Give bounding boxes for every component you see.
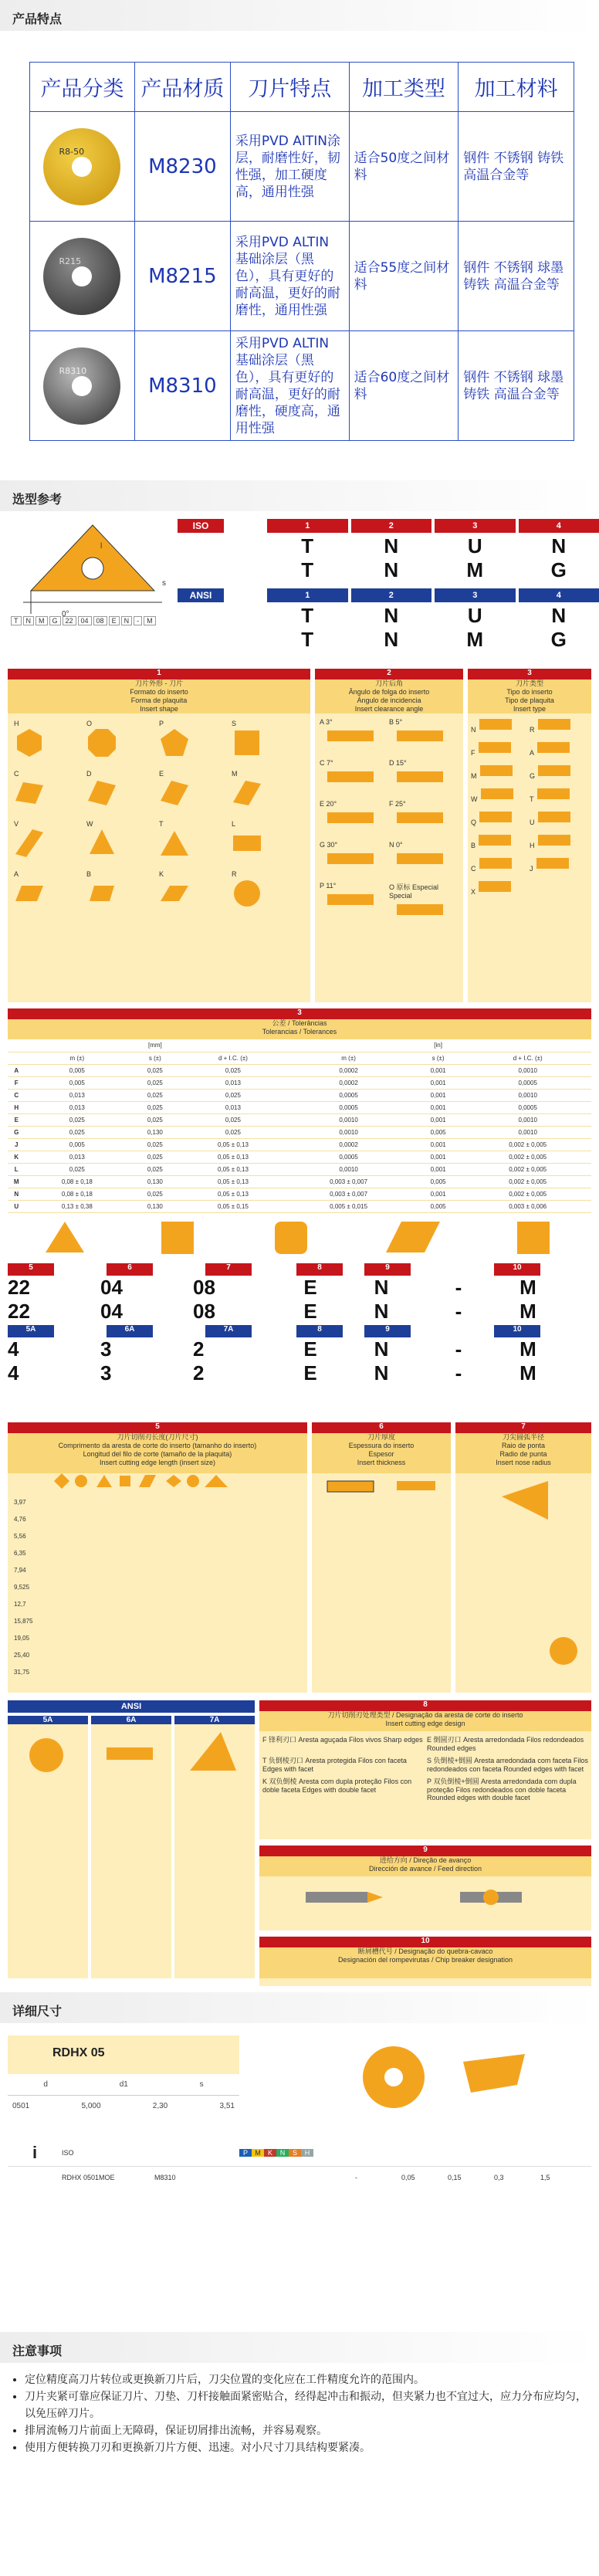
section-title-detail: 详细尺寸 — [12, 2005, 63, 2018]
edge-length-panel: 5 刀片切削刃长度(刀片尺寸) Comprimento da aresta de corte do inserto (tamanho do inserto) Longitud del filo de corte (tamaño de la plaquita) Insert cutting edge length (insert size) 3,97 4,76 5,56 6,35 7,94 9,525 12,7 15,875 19,05 25,40 31,75 — [8, 1422, 307, 1693]
table-row: F 0,005 0,025 0,013 0,0002 0,001 0,0005 — [8, 1076, 591, 1089]
thickness-icon — [91, 1724, 168, 1786]
angle-item: A 3° — [320, 718, 389, 753]
edge-prep-item: K 双负倒棱 Aresta com dupla proteção Filos con doble faceta Edges with double facet — [262, 1778, 412, 1794]
chip-breaker-panel: 10 断屑槽代号 / Designação do quebra-cavaco Designación del rompevirutas / Chip breaker designation — [259, 1937, 591, 1986]
type-item: H — [530, 832, 588, 852]
insert-type-icon — [533, 856, 572, 871]
insert-type-icon — [475, 879, 514, 894]
clearance-angle-icon — [389, 726, 451, 749]
insert-type-icon — [476, 717, 515, 732]
round-insert-drawing — [324, 2039, 587, 2131]
square-icon — [511, 1218, 557, 1256]
shape-item: V — [14, 820, 86, 863]
table-row: M 0,08 ± 0,18 0,130 0,05 ± 0,13 0,003 ± 0,007 0,005 0,002 ± 0,005 — [8, 1175, 591, 1188]
clearance-angle-icon — [389, 767, 451, 790]
ansi-6a: 6A — [91, 1716, 171, 1978]
insert-image-dark: R215 — [43, 238, 120, 315]
type-item: X — [471, 879, 530, 898]
tolerance-shapes — [8, 1218, 591, 1256]
insert-type-icon — [535, 809, 574, 825]
insert-type-icon — [478, 786, 516, 802]
col-num-row: 1 2 3 4 — [267, 519, 599, 533]
insert-type-icon — [476, 809, 515, 825]
insert-shape-icon — [232, 778, 262, 808]
tolerance-panel: 3 公差 / Tolerâncias Tolerancias / Tolerances [mm] [in] m (±) s (±) d + I.C. (±) m (±) s (±) d + I.C. (±) A 0,005 0,025 0,025 0,0002 0,001 0,0010 F 0,005 0,025 0,013 0,0002 0,001 0,0005 C 0,013 0,025 0,025 0,0005 0,001 0,0010 H 0,013 0,025 0,013 0,0005 0,001 0,0005 E 0,025 0,025 0,025 0,0010 0,001 0,0010 G 0,025 0,130 0,025 0,0010 0,005 0,0010 J 0,005 0,025 0,05 ± 0,13 0,0002 0,001 0,002 ± 0,005 K 0,013 0,025 0,05 ± 0,13 0,0005 0,001 0,002 ± 0,005 L 0,025 0,025 0,05 ± 0,13 0,0010 0,001 0,002 ± 0,005 M 0,08 ± 0,18 0,130 0,05 ± 0,13 0,003 ± 0,007 0,005 0,002 ± 0,005 N 0,08 ± 0,18 0,025 0,05 ± 0,13 0,003 ± 0,007 0,001 0,002 ± 0,005 U 0,13 ± 0,38 0,130 0,05 ± 0,15 0,005 ± 0,015 0,005 0,003 ± 0,006 — [8, 1008, 591, 1248]
notes-list — [9, 2371, 588, 2456]
iso-values: T T N N U M N G — [301, 534, 567, 581]
shape-panel: 1 刀片外形 - 刀片 Formato do inserto Forma de plaquita Insert shape H O P S C D E M V W T L A B K R — [8, 669, 310, 1002]
header-material: 产品材质 — [134, 63, 230, 112]
edge-prep-grid — [259, 1731, 591, 1805]
insert-diagram — [8, 517, 178, 633]
shape-grid — [8, 713, 310, 919]
insert-type-icon — [475, 740, 514, 755]
clearance-angle-icon — [320, 849, 381, 872]
insert-type-icon — [535, 717, 574, 732]
insert-type-icon — [534, 740, 573, 755]
header-work: 加工材料 — [459, 63, 574, 112]
product-image-cell — [30, 331, 135, 441]
octagon-icon — [269, 1218, 315, 1256]
shape-item: S — [232, 720, 304, 762]
insert-shape-icon — [232, 828, 262, 859]
clearance-angle-icon — [389, 849, 451, 872]
note-item: • 刀片夹紧可靠应保证刀片、刀垫、刀杆接触面紧密贴合，经得起冲击和振动，但夹紧力也不宜过大，应力分布应均匀，以免压碎刀片。 — [25, 2388, 588, 2422]
type-item: T — [530, 786, 588, 805]
shape-item: K — [159, 870, 232, 913]
table-row: N 0,08 ± 0,18 0,025 0,05 ± 0,13 0,003 ± 0,007 0,001 0,002 ± 0,005 — [8, 1188, 591, 1200]
product-type: 适合60度之间材料 — [349, 331, 459, 441]
angle-item: F 25° — [389, 800, 459, 835]
type-panel: 3 刀片类型 Tipo do inserto Tipo de plaquita Insert type N R F A M G W T Q U B H C J X — [468, 669, 591, 1002]
type-item: G — [530, 763, 588, 782]
insert-image-gold: R8-50 — [43, 128, 120, 205]
shape-item: E — [159, 770, 232, 812]
table-row: H 0,013 0,025 0,013 0,0005 0,001 0,0005 — [8, 1101, 591, 1113]
clearance-angle-icon — [320, 726, 381, 749]
tolerance-table: [mm] [in] m (±) s (±) d + I.C. (±) m (±) s (±) d + I.C. (±) A 0,005 0,025 0,025 0,0002 0,001 0,0010 F 0,005 0,025 0,013 0,0002 0,001 0,0005 C 0,013 0,025 0,025 0,0005 0,001 0,0010 H 0,013 0,025 0,013 0,0005 0,001 0,0005 E 0,025 0,025 0,025 0,0010 0,001 0,0010 G 0,025 0,130 0,025 0,0010 0,005 0,0010 J 0,005 0,025 0,05 ± 0,13 0,0002 0,001 0,002 ± 0,005 K 0,013 0,025 0,05 ± 0,13 0,0005 0,001 0,002 ± 0,005 L 0,025 0,025 0,05 ± 0,13 0,0010 0,001 0,002 ± 0,005 M 0,08 ± 0,18 0,130 0,05 ± 0,13 0,003 ± 0,007 0,005 0,002 ± 0,005 N 0,08 ± 0,18 0,025 0,05 ± 0,13 0,003 ± 0,007 0,001 0,002 ± 0,005 U 0,13 ± 0,38 0,130 0,05 ± 0,15 0,005 ± 0,015 0,005 0,003 ± 0,006 — [8, 1039, 591, 1213]
edge-prep-item: T 负倒棱刃口 Aresta protegida Filos con faceta Edges with facet — [262, 1757, 407, 1773]
clearance-angle-icon — [320, 808, 381, 831]
section-title-notes: 注意事项 — [12, 2345, 63, 2358]
feed-direction-panel: 9 进给方向 / Direção de avanço Dirección de avance / Feed direction — [259, 1846, 591, 1930]
selection-header-bar — [0, 480, 599, 511]
table-row: E 0,025 0,025 0,025 0,0010 0,001 0,0010 — [8, 1113, 591, 1126]
type-item: M — [471, 763, 530, 782]
table-row: C 0,013 0,025 0,025 0,0005 0,001 0,0010 — [8, 1089, 591, 1101]
angle-item: C 7° — [320, 759, 389, 794]
type-item: C — [471, 856, 530, 875]
ansi-col-row: 1 2 3 4 — [267, 588, 599, 602]
svg-text:s: s — [162, 579, 166, 588]
shape-item: A — [14, 870, 86, 913]
ansi-values: T T N N U M N G — [301, 604, 567, 651]
detail-table: RDHX 05 d d1 s 0501 5,000 2,30 3,51 — [8, 2035, 239, 2120]
section-title-features: 产品特点 — [12, 13, 63, 26]
insert-type-icon — [476, 856, 515, 871]
feed-direction-icon — [259, 1876, 591, 1927]
shape-item: P — [159, 720, 232, 762]
nose-radius-panel: 7 刀尖圆弧半径 Raio de ponta Radio de punta Insert nose radius — [455, 1422, 591, 1693]
product-material: M8215 — [134, 222, 230, 331]
features-header-bar — [0, 0, 599, 31]
clearance-angle-icon — [320, 767, 381, 790]
product-row — [30, 222, 574, 331]
insert-thickness-icon — [312, 1473, 451, 1682]
product-feature: 采用PVD AITIN涂层，耐磨性好，韧性强，加工硬度高，通用性强 — [230, 112, 349, 222]
svg-text:7,94: 7,94 — [14, 1567, 26, 1574]
ansi-label: ANSI — [178, 588, 224, 602]
product-type: 适合55度之间材料 — [349, 222, 459, 331]
type-grid — [468, 713, 591, 901]
product-feature: 采用PVD ALTIN 基础涂层（黑色），具有更好的耐高温，更好的耐磨性，硬度高，通用性强 — [230, 331, 349, 441]
product-work: 钢件 不锈钢 球墨铸铁 高温合金等 — [459, 331, 574, 441]
shape-item: M — [232, 770, 304, 812]
angle-item: B 5° — [389, 718, 459, 753]
clearance-angle-icon — [320, 890, 381, 913]
product-row — [30, 331, 574, 441]
insert-shape-icon — [159, 878, 190, 909]
svg-text:19,05: 19,05 — [14, 1635, 30, 1642]
edge-length-table-graphic — [8, 1473, 307, 1682]
edge-prep-item: P 双负倒棱+倒圆 Aresta arredondada com dupla proteção Filos redondeados con doble faceta Rounded edges with double facet — [427, 1778, 577, 1802]
type-item: Q — [471, 809, 530, 829]
ansi-5a: 5A — [8, 1716, 88, 1978]
insert-shape-icon — [14, 828, 45, 859]
insert-shape-icon — [14, 778, 45, 808]
product-row — [30, 112, 574, 222]
svg-text:3,97: 3,97 — [14, 1499, 26, 1506]
shape-item: W — [86, 820, 159, 863]
svg-text:0°: 0° — [62, 610, 69, 619]
square-icon — [155, 1218, 201, 1256]
svg-text:25,40: 25,40 — [14, 1652, 30, 1659]
type-item: N — [471, 717, 530, 736]
svg-text:5,56: 5,56 — [14, 1533, 26, 1540]
nose-radius-icon — [455, 1473, 591, 1682]
edge-prep-item: F 锋利刃口 Aresta aguçada Filos vivos Sharp edges — [262, 1736, 423, 1744]
svg-text:12,7: 12,7 — [14, 1601, 26, 1608]
notes-header-bar — [0, 2332, 599, 2363]
note-item: • 使用方便转换刀刃和更换新刀片方便、迅速。对小尺寸刀具结构要紧凑。 — [25, 2439, 588, 2456]
ansi-7a: 7A — [174, 1716, 255, 1978]
header-category: 产品分类 — [30, 63, 135, 112]
svg-text:31,75: 31,75 — [14, 1669, 30, 1676]
edge-prep-panel: 8 刀片切削刃处理类型 / Designação da aresta de corte do inserto Insert cutting edge design F 锋利刃口 Aresta aguçada Filos vivos Sharp edges E 倒圆刃口 Aresta arredondada Filos redondeados Rounded edges T 负倒棱刃口 Aresta protegida Filos con faceta Edges with facet S 负倒棱+倒圆 Aresta arredondada com faceta Filos redondeados con faceta Rounded edges with facet K 双负倒棱 Aresta com dupla proteção Filos con doble faceta Edges with double facet P 双负倒棱+倒圆 Aresta arredondada com dupla proteção Filos redondeados con doble faceta Rounded edges with double facet — [259, 1700, 591, 1839]
insert-shape-icon — [232, 878, 262, 909]
type-item: J — [530, 856, 588, 875]
section-title-selection: 选型参考 — [12, 493, 63, 507]
table-row: U 0,13 ± 0,38 0,130 0,05 ± 0,15 0,005 ± 0,015 0,005 0,003 ± 0,006 — [8, 1200, 591, 1212]
insert-shape-icon — [86, 727, 117, 758]
radius-icon — [174, 1724, 252, 1786]
table-row: K 0,013 0,025 0,05 ± 0,13 0,0005 0,001 0,002 ± 0,005 — [8, 1151, 591, 1163]
table-row: G 0,025 0,130 0,025 0,0010 0,005 0,0010 — [8, 1126, 591, 1138]
info-icon: i — [32, 2142, 38, 2162]
circle-insert-icon — [8, 1724, 85, 1786]
shape-item: H — [14, 720, 86, 762]
detail-model: RDHX 05 — [8, 2035, 239, 2074]
insert-type-icon — [475, 832, 514, 848]
note-item: • 排屑流畅刀片前面上无障碍，保证切屑排出流畅，并容易观察。 — [25, 2422, 588, 2439]
detail-header-bar — [0, 1992, 599, 2023]
angle-item: D 15° — [389, 759, 459, 794]
insert-shape-icon — [159, 778, 190, 808]
product-feature: 采用PVD ALTIN 基础涂层（黑色），具有更好的耐高温，更好的耐磨性，通用性强 — [230, 222, 349, 331]
product-material: M8230 — [134, 112, 230, 222]
rhombus-icon — [382, 1218, 444, 1256]
ansi-size-panel: ANSI 5A 6A 7A — [8, 1700, 255, 1986]
clearance-angle-icon — [389, 900, 451, 923]
shape-item: C — [14, 770, 86, 812]
table-row: L 0,025 0,025 0,05 ± 0,13 0,0010 0,001 0,002 ± 0,005 — [8, 1163, 591, 1175]
spec-row: i ISO P M K N S H RDHX 0501MOE M8310 - 0,05 0,15 0,3 1,5 — [8, 2139, 591, 2224]
note-item: • 定位精度高刀片转位或更换新刀片后，刀尖位置的变化应在工件精度允许的范围内。 — [25, 2371, 588, 2388]
shape-item: R — [232, 870, 304, 913]
product-work: 钢件 不锈钢 铸铁 高温合金等 — [459, 112, 574, 222]
insert-type-icon — [534, 786, 573, 802]
header-feature: 刀片特点 — [230, 63, 349, 112]
insert-shape-icon — [159, 727, 190, 758]
shape-item: T — [159, 820, 232, 863]
svg-text:l: l — [100, 542, 103, 551]
product-work: 钢件 不锈钢 球墨铸铁 高温合金等 — [459, 222, 574, 331]
angle-grid — [315, 713, 463, 931]
svg-text:15,875: 15,875 — [14, 1618, 33, 1625]
edge-prep-item: E 倒圆刃口 Aresta arredondada Filos redondeados Rounded edges — [427, 1736, 584, 1752]
table-row: J 0,005 0,025 0,05 ± 0,13 0,0002 0,001 0,002 ± 0,005 — [8, 1138, 591, 1151]
insert-image-silver: R8310 — [43, 347, 120, 425]
shape-item: B — [86, 870, 159, 913]
code-letter-row: T N M G 22 04 08 E N - M — [11, 616, 156, 625]
insert-shape-icon — [86, 778, 117, 808]
svg-text:4,76: 4,76 — [14, 1516, 26, 1523]
type-item: A — [530, 740, 588, 759]
insert-shape-icon — [14, 878, 45, 909]
angle-item: P 11° — [320, 882, 389, 927]
angle-item: O 原标 Especial Special — [389, 882, 459, 927]
angle-item: N 0° — [389, 841, 459, 876]
thickness-panel: 6 刀片厚度 Espessura do inserto Espesor Insert thickness — [312, 1422, 451, 1693]
type-item: R — [530, 717, 588, 736]
table-row: A 0,005 0,025 0,025 0,0002 0,001 0,0010 — [8, 1064, 591, 1076]
header-type: 加工类型 — [349, 63, 459, 112]
type-item: F — [471, 740, 530, 759]
shape-item: L — [232, 820, 304, 863]
product-table-header — [30, 63, 574, 112]
iso-label: ISO — [178, 519, 224, 533]
svg-text:6,35: 6,35 — [14, 1550, 26, 1557]
product-type: 适合50度之间材料 — [349, 112, 459, 222]
angle-item: G 30° — [320, 841, 389, 876]
edge-prep-item: S 负倒棱+倒圆 Aresta arredondada com faceta Filos redondeados con faceta Rounded edges with facet — [427, 1757, 588, 1773]
product-material: M8310 — [134, 331, 230, 441]
triangle-icon — [42, 1218, 88, 1256]
product-image-cell — [30, 222, 135, 331]
type-item: U — [530, 809, 588, 829]
insert-type-icon — [477, 763, 516, 778]
shape-item: O — [86, 720, 159, 762]
angle-item: E 20° — [320, 800, 389, 835]
angle-panel: 2 刀片后角 Ângulo de folga do inserto Ángulo de incidencia Insert clearance angle A 3° B 5° C 7° D 15° E 20° F 25° G 30° N 0° P 11° O 原标 Especial Special — [315, 669, 463, 1002]
insert-type-icon — [535, 832, 574, 848]
code-row-2: 5 6 7 8 9 10 22 22 04 04 08 08 E E N N - - M M 5A 6A 7A 8 9 10 4 4 3 3 2 2 E E N N - - M M — [8, 1263, 591, 1410]
insert-shape-icon — [86, 878, 117, 909]
detail-row: 0501 5,000 2,30 3,51 — [8, 2095, 239, 2117]
insert-shape-icon — [232, 727, 262, 758]
insert-shape-icon — [14, 727, 45, 758]
shape-item: D — [86, 770, 159, 812]
insert-shape-icon — [159, 828, 190, 859]
insert-type-icon — [535, 763, 574, 778]
svg-text:9,525: 9,525 — [14, 1584, 30, 1591]
product-image-cell — [30, 112, 135, 222]
type-item: B — [471, 832, 530, 852]
insert-shape-icon — [86, 828, 117, 859]
clearance-angle-icon — [389, 808, 451, 831]
type-item: W — [471, 786, 530, 805]
product-table — [29, 62, 574, 441]
